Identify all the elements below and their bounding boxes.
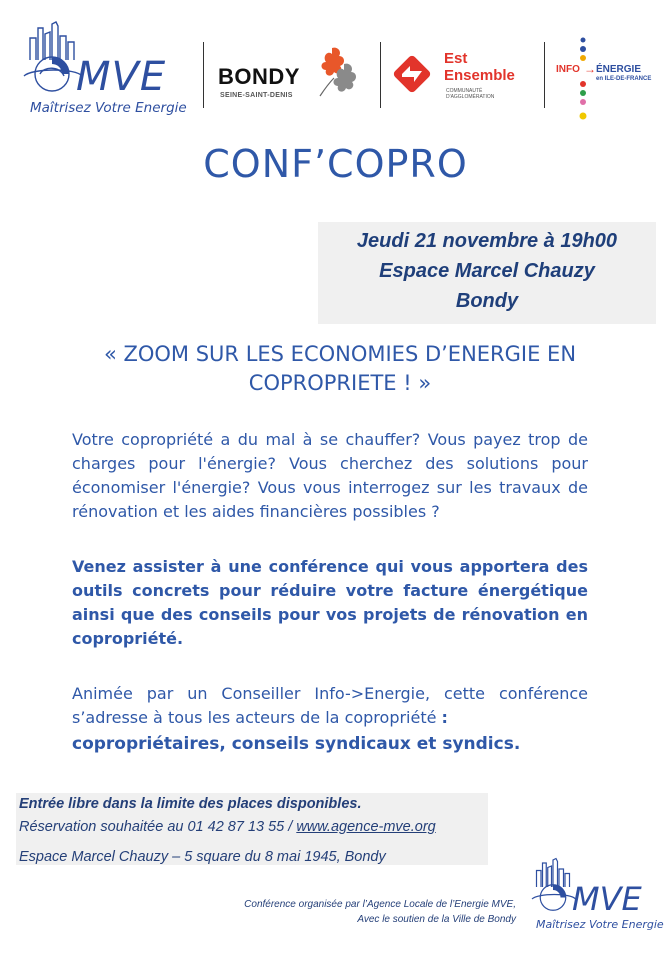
mve-logo: [14, 20, 194, 120]
est-subtitle-2: D'AGGLOMÉRATION: [446, 94, 495, 100]
oak-leaves-icon: [312, 44, 360, 98]
est-subtitle-1: COMMUNAUTÉ: [446, 88, 483, 94]
reservation-line: [19, 819, 436, 835]
header-divider: [544, 42, 545, 108]
event-city: Bondy: [455, 290, 519, 312]
est-ensemble-logo: [390, 48, 530, 108]
audience-colon: :: [441, 708, 448, 727]
headline: [40, 340, 640, 398]
website-link[interactable]: www.agence-mve.org: [296, 819, 436, 835]
intro-paragraph: Votre copropriété a du mal à se chauffer? Vous payez trop de charges pour l'énergie? Vous cherchez des solutions pour économiser l'énergie? Vous vous interrogez sur les travaux de rénovation et les aides financières possibles ?: [72, 430, 588, 521]
est-line1: Est: [444, 50, 468, 67]
event-info-box: [318, 222, 656, 324]
energie-label: ÉNERGIE: [596, 64, 642, 75]
bondy-logo: [216, 44, 366, 110]
bondy-name: BONDY: [218, 64, 300, 89]
info-subtitle: en ILE-DE-FRANCE: [596, 76, 652, 82]
footer-mve-brand: MVE: [572, 880, 642, 918]
free-entry-text: Entrée libre dans la limite des places disponibles.: [19, 796, 362, 812]
support-text: Avec le soutien de la Ville de Bondy: [357, 914, 516, 925]
bondy-subtitle: SEINE-SAINT-DENIS: [220, 92, 293, 99]
info-label: INFO: [556, 64, 580, 75]
est-line2: Ensemble: [444, 67, 515, 84]
event-date: Jeudi 21 novembre à 19h00: [356, 230, 618, 252]
header-divider: [380, 42, 381, 108]
header-divider: [203, 42, 204, 108]
page-title: CONF’COPRO: [203, 142, 468, 186]
footer-mve-logo: [524, 856, 664, 940]
event-venue: Espace Marcel Chauzy: [379, 260, 595, 282]
audience-text: Animée par un Conseiller Info->Energie, cette conférence s’adresse à tous les acteurs de la copropriété: [72, 684, 588, 727]
reservation-text: Réservation souhaitée au 01 42 87 13 55 /: [19, 819, 297, 835]
footer-mve-tagline: Maîtrisez Votre Energie: [536, 918, 664, 931]
colored-dots-icon: [576, 36, 590, 122]
audience-paragraph: [72, 682, 588, 756]
address-text: Espace Marcel Chauzy – 5 square du 8 mai 1945, Bondy: [19, 849, 386, 865]
conference-paragraph: Venez assister à une conférence qui vous apportera des outils concrets pour réduire votre facture énergétique ainsi que des conseils pour vos projets de rénovation en copropriété.: [72, 557, 588, 648]
headline-line-1: « ZOOM SUR LES ECONOMIES D’ENERGIE EN: [103, 342, 577, 366]
arrow-right-icon: →: [584, 62, 596, 76]
mve-brand: MVE: [76, 54, 167, 100]
mve-tagline: Maîtrisez Votre Energie: [30, 100, 187, 116]
audience-list: copropriétaires, conseils syndicaux et syndics.: [72, 734, 521, 754]
est-ensemble-diamond-icon: [390, 52, 434, 96]
headline-line-2: COPROPRIETE ! »: [248, 371, 432, 395]
organizer-text: Conférence organisée par l’Agence Locale de l’Energie MVE,: [244, 899, 516, 910]
info-energie-logo: [556, 36, 666, 122]
